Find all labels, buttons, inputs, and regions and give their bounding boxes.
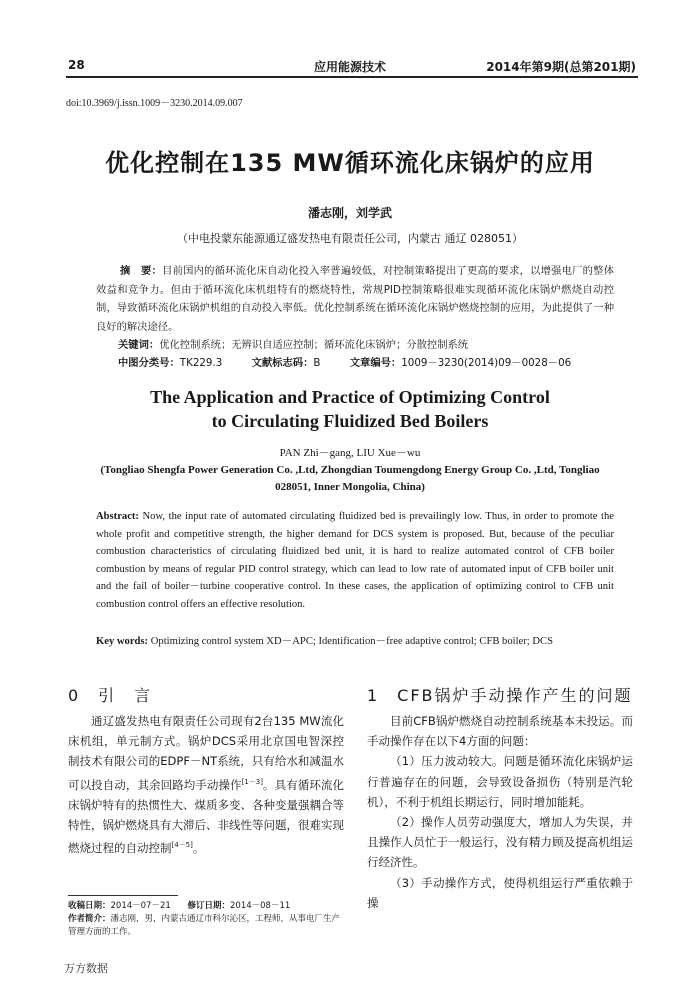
clc: 中图分类号：TK229.3: [118, 357, 223, 369]
footnote-rule: [68, 895, 178, 896]
keywords-cn-text: 优化控制系统；无辨识自适应控制；循环流化床锅炉；分散控制系统: [159, 339, 469, 351]
section-1-paragraph-1: 目前CFB锅炉燃烧自动控制系统基本未投运。而手动操作存在以下4方面的问题：: [367, 714, 633, 749]
doc-code: 文献标志码：B: [251, 357, 321, 369]
journal-name: 应用能源技术: [313, 60, 386, 74]
header-rule: [66, 76, 638, 78]
citation: [1－3]: [241, 777, 263, 786]
title-en-line2: to Circulating Fluidized Bed Boilers: [211, 411, 489, 431]
page-number: 28: [68, 58, 85, 72]
section-1-paragraph-3: （2）操作人员劳动强度大，增加人为失误，并且操作人员忙于一般运行，没有精力顾及提高机组运行经济性。: [367, 815, 633, 870]
article-number: 文章编号：1009－3230(2014)09－0028－06: [349, 357, 572, 369]
title-cn: 优化控制在135 MW循环流化床锅炉的应用: [105, 149, 595, 177]
citation: [4－5]: [171, 841, 193, 850]
abstract-cn: [96, 262, 614, 336]
keywords-en-text: Optimizing control system XD－APC; Identification－free adaptive control; CFB boiler; DCS: [150, 636, 553, 647]
abstract-cn-text: 目前国内的循环流化床自动化投入率普遍较低，对控制策略提出了更高的要求，以增强电厂的整体效益和竞争力。但由于循环流化床机组特有的燃烧特性，常规PID控制策略很难实现循环流化床锅炉燃烧自动控制，导致循环流化床锅炉机组的自动投入率低。优化控制系统在循环流化床锅炉燃烧控制的应用，为此提供了一种良好的解决途径。: [96, 265, 614, 333]
keywords-en-label: Key words:: [96, 636, 149, 647]
section-1-paragraph-4: （3）手动操作方式，使得机组运行严重依赖于操: [367, 875, 633, 910]
keywords-cn-label: 关键词：: [118, 339, 160, 351]
section-1-body: [367, 711, 633, 913]
keywords-en: [96, 633, 614, 651]
section-0-heading: 0 引 言: [68, 686, 153, 705]
issue-info: 2014年第9期(总第201期): [486, 60, 636, 74]
watermark: 万方数据: [64, 962, 108, 975]
section-1-heading: 1 CFB锅炉手动操作产生的问题: [367, 686, 633, 705]
footnote: [68, 900, 346, 939]
abstract-en-label: Abstract:: [96, 511, 139, 522]
footnote-bio: 作者简介：潘志刚，男，内蒙古通辽市科尔沁区，工程师，从事电厂生产管理方面的工作。: [68, 914, 341, 937]
doi: doi:10.3969/j.issn.1009－3230.2014.09.007: [66, 98, 243, 109]
section-0-paragraph: 通辽盛发热电有限责任公司现有2台135 MW流化床机组，单元制方式。锅炉DCS采用北京国电智深控制技术有限公司的EDPF－NT系统，只有给水和减温水可以投自动，其余回路均手动操作[1－3]。具有循环流化床锅炉特有的热惯性大、煤质多变、各种变量强耦合等特性，锅炉燃烧具有大滞后、非线性等问题，很难实现燃烧过程的自动控制[4－5]。: [68, 714, 345, 855]
title-en-line1: The Application and Practice of Optimizing Control: [150, 387, 550, 407]
footnote-dates: 收稿日期：2014－07－21 修订日期：2014－08－11: [68, 901, 291, 911]
section-0-body: [68, 711, 344, 858]
classification: [118, 354, 618, 369]
abstract-en-text: Now, the input rate of automated circulating fluidized bed is prevailingly low. Thus, in order to promote the whole profit and competitive strength, the higher demand for DCS system is proposed. But, because of the peculiar combustion characteristics of circulating fluidized bed unit, it is hard to realize automated control of CFB boiler combustion by means of regular PID control strategy, which can lead to low rate of automated input of CFB boiler unit and the fail of boiler－turbine cooperative control. In these cases, the application of optimizing control to CFB unit combustion control offers an effective resolution.: [96, 511, 615, 610]
authors-cn: 潘志刚，刘学武: [307, 206, 392, 220]
section-1-paragraph-2: （1）压力波动较大。问题是循环流化床锅炉运行普遍存在的问题，会导致设备损伤（特别是汽轮机），不利于机组长期运行，同时增加能耗。: [367, 754, 633, 809]
affiliation-en: (Tongliao Shengfa Power Generation Co. ,Ltd, Zhongdian Toumengdong Energy Group Co. ,Ltd, Tongliao 028051, Inner Mongolia, China): [100, 464, 600, 493]
keywords-cn: [118, 336, 618, 351]
abstract-en: [96, 508, 614, 613]
authors-en: PAN Zhi－gang, LIU Xue－wu: [279, 447, 421, 459]
abstract-cn-label: 摘 要：: [120, 265, 163, 277]
title-en: [0, 385, 700, 433]
affiliation-cn: （中电投蒙东能源通辽盛发热电有限责任公司，内蒙古 通辽 028051）: [177, 232, 523, 245]
